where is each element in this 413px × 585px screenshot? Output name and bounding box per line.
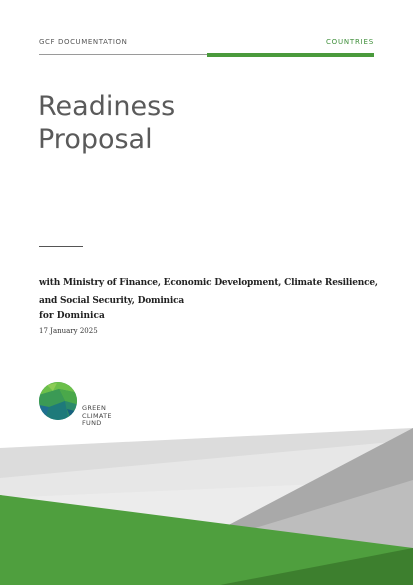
header-right-label: COUNTRIES [325, 38, 374, 46]
header-gray-rule [39, 54, 207, 55]
title-line-1: Readiness [38, 91, 176, 122]
date-text: 17 January 2025 [39, 327, 98, 335]
country-text: for Dominica [39, 311, 105, 321]
organization-text: with Ministry of Finance, Economic Development, Climate Resilience, and Social Security, Dominica [39, 278, 378, 306]
header-left-label: GCF DOCUMENTATION [39, 38, 128, 46]
page-title [38, 90, 175, 156]
logo-line-1: GREEN [82, 404, 107, 412]
logo-line-3: FUND [82, 419, 102, 427]
logo-line-2: CLIMATE [82, 411, 112, 420]
decorative-footer-art [0, 420, 413, 585]
header-green-rule [207, 53, 374, 57]
separator-rule [39, 246, 83, 247]
title-line-2: Proposal [38, 124, 153, 155]
